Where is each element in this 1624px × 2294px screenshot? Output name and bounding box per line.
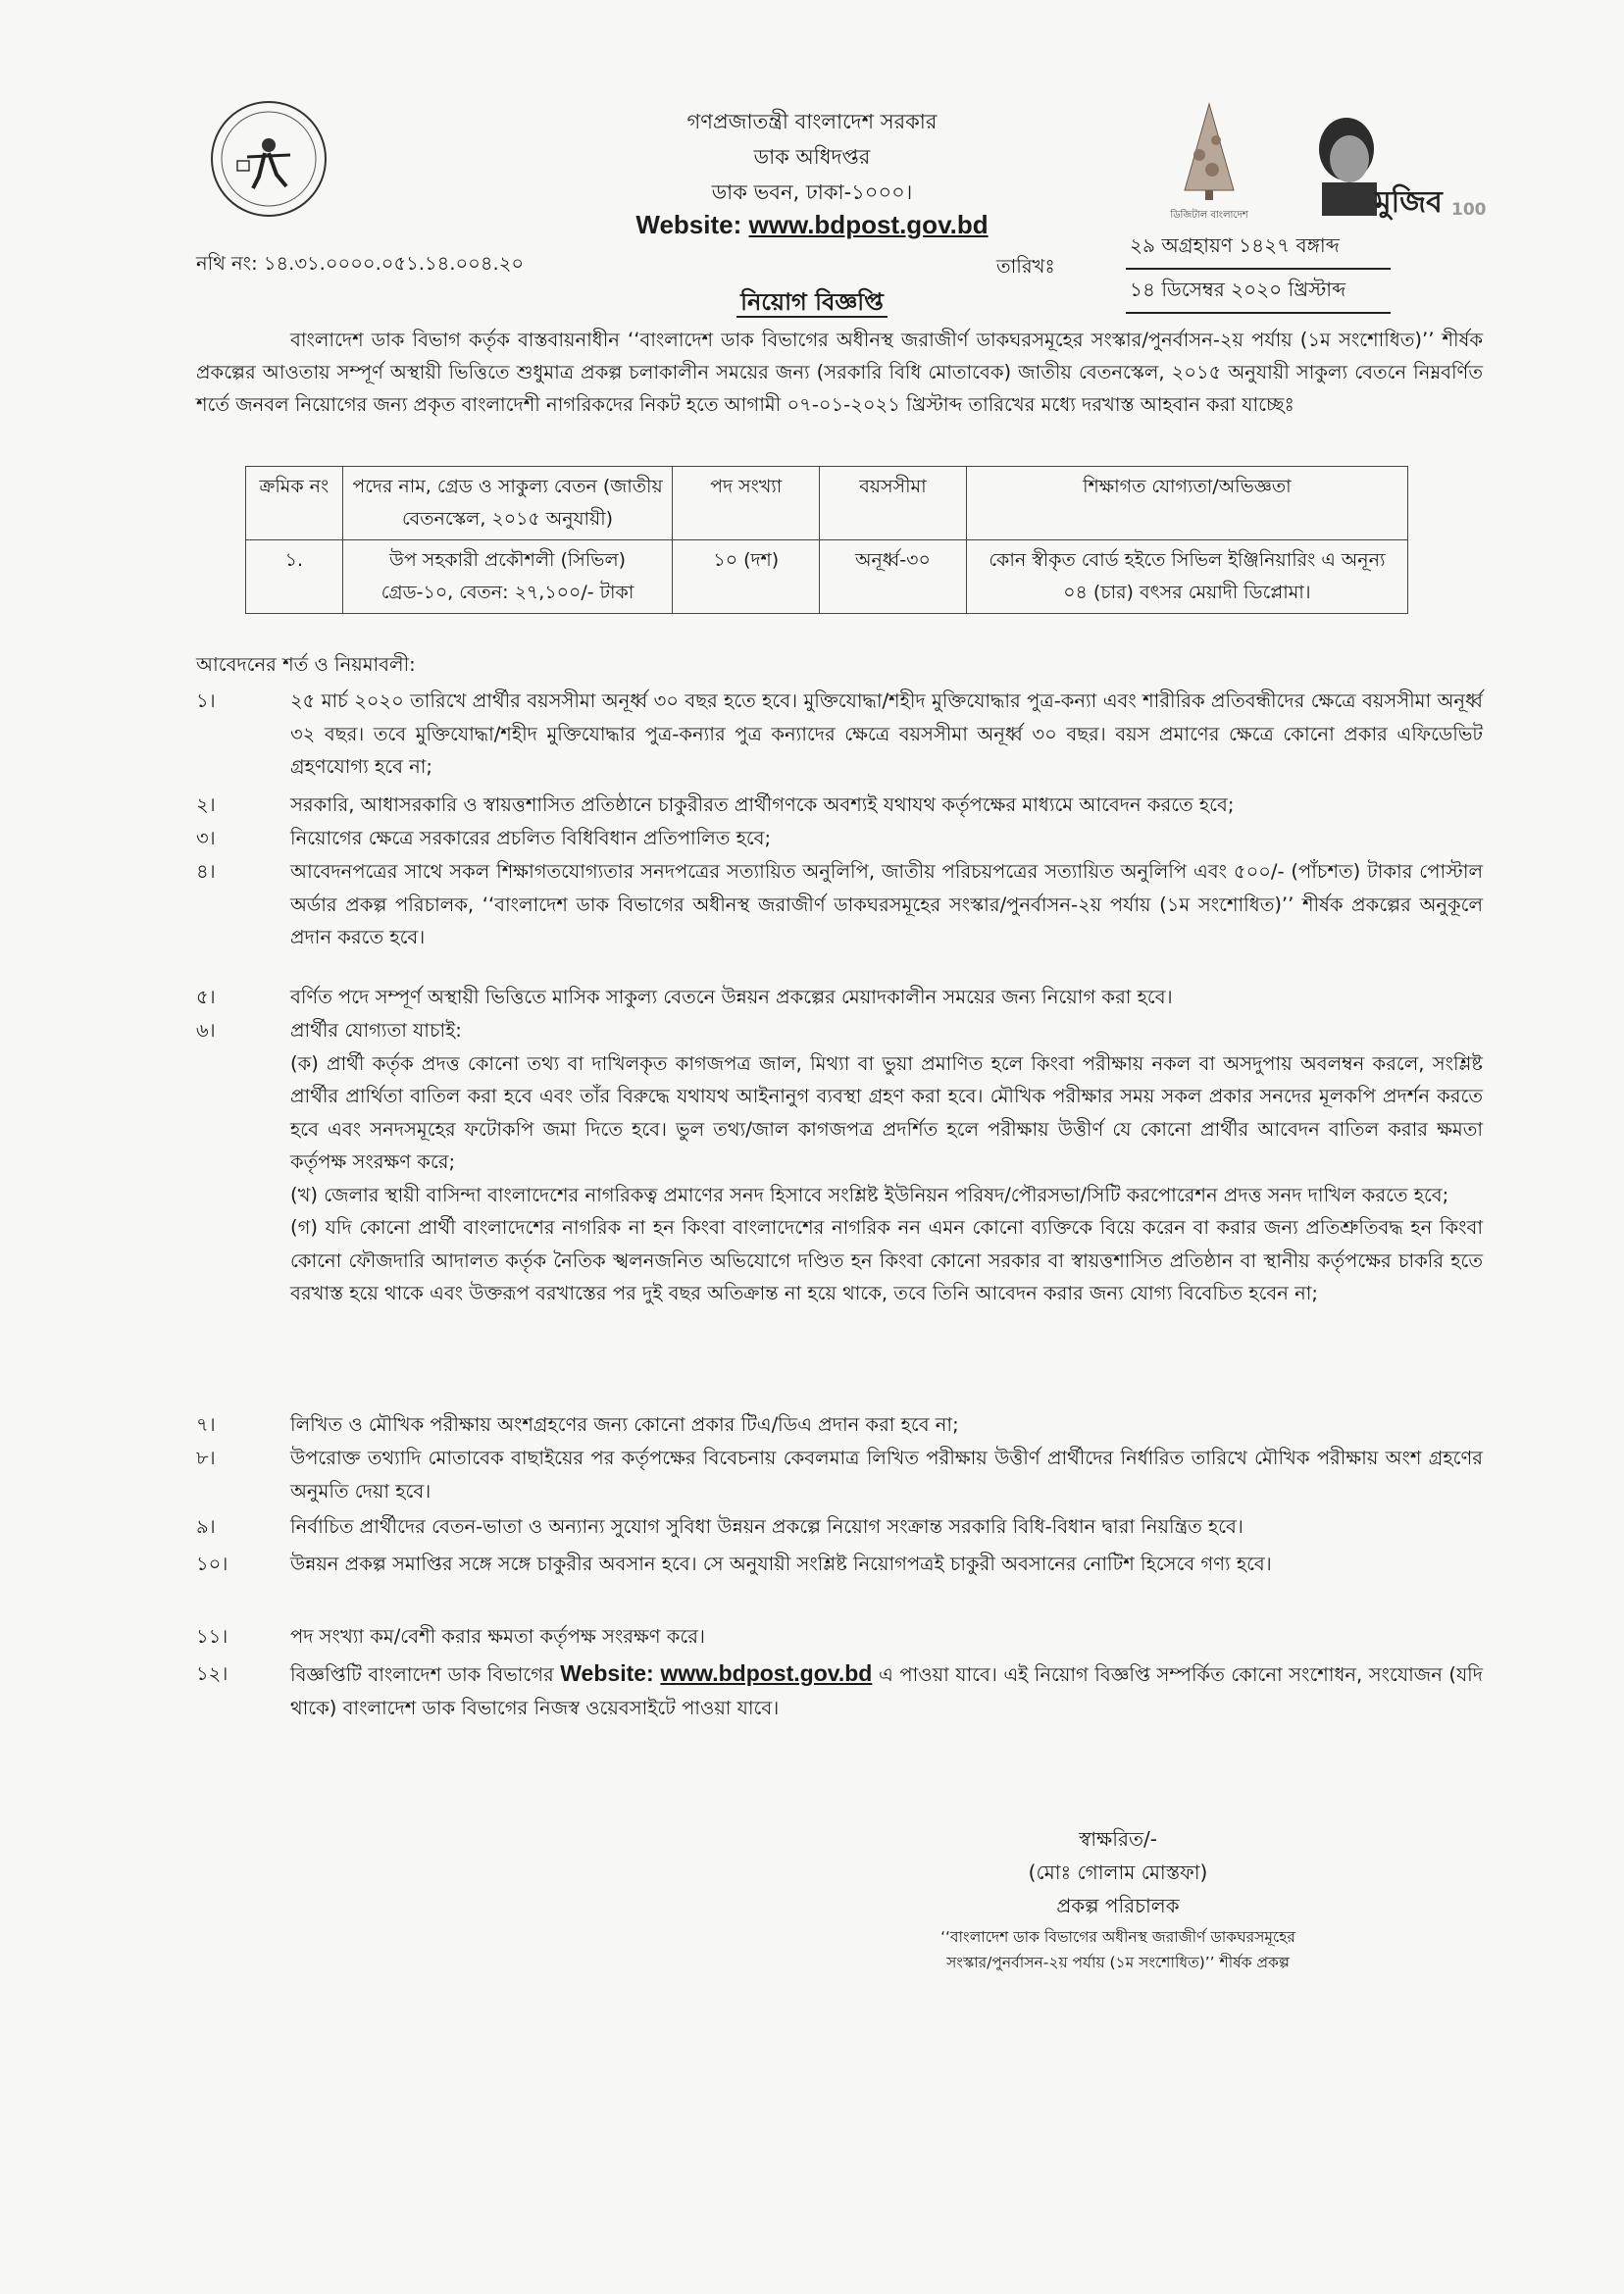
reference-number: নথি নং: ১৪.৩১.০০০০.০৫১.১৪.০০৪.২০ bbox=[196, 252, 525, 275]
website-link[interactable]: www.bdpost.gov.bd bbox=[748, 210, 989, 239]
cell-post bbox=[342, 540, 673, 614]
signatory-name: (মোঃ গোলাম মোস্তফা) bbox=[1028, 1861, 1208, 1884]
tree-logo-icon bbox=[1155, 96, 1263, 204]
cell-post-grade: গ্রেড-১০, বেতন: ২৭,১০০/- টাকা bbox=[381, 582, 634, 603]
digital-bangladesh-logo: ডিজিটাল বাংলাদেশ bbox=[1155, 96, 1263, 224]
conditions-heading: আবেদনের শর্ত ও নিয়মাবলী: bbox=[196, 653, 416, 676]
th-serial: ক্রমিক নং bbox=[246, 467, 343, 540]
inline-website: Website: www.bdpost.gov.bd bbox=[560, 1660, 873, 1686]
header-address: ডাক ভবন, ঢাকা-১০০০। bbox=[711, 180, 913, 204]
mujib-100-logo: মুজিব 100 bbox=[1293, 108, 1479, 226]
header-department: ডাক অধিদপ্তর bbox=[753, 145, 871, 169]
cell-serial: ১. bbox=[246, 540, 343, 614]
table-header-row bbox=[246, 467, 1408, 540]
condition-8: ৮। উপরোক্ত তথ্যাদি মোতাবেক বাছাইয়ের পর কর্তৃপক্ষের বিবেচনায় কেবলমাত্র লিখিত পরীক্ষায় উত্তীর্ণ প্রার্থীদের নির্ধারিত তারিখে মৌখিক পরীক্ষায় অংশ গ্রহণের অনুমতি দেয়া হবে। bbox=[196, 1447, 1483, 1503]
date-label: তারিখঃ bbox=[996, 255, 1055, 278]
signed-text: স্বাক্ষরিত/- bbox=[1079, 1827, 1157, 1851]
cell-post-name: উপ সহকারী প্রকৌশলী (সিভিল) bbox=[389, 549, 627, 571]
condition-6-title: প্রার্থীর যোগ্যতা যাচাই: bbox=[290, 1019, 462, 1042]
sub-condition-ga: (গ) যদি কোনো প্রার্থী বাংলাদেশের নাগরিক না হন কিংবা বাংলাদেশের নাগরিক নন এমন কোনো ব্যক্তিকে বিয়ে করেন বা করার জন্য প্রতিশ্রুতিবদ্ধ হন কিংবা কোনো ফৌজদারি আদালত কর্তৃক নৈতিক স্খলনজনিত অভিযোগে দণ্ডিত হন কিংবা কোনো সরকার বা স্বায়ত্তশাসিত প্রতিষ্ঠান বা স্থানীয় কর্তৃপক্ষের চাকরি হতে বরখাস্ত হয়ে থাকে এবং উক্তরূপ বরখাস্তের পর দুই বছর অতিক্রান্ত না হয়ে থাকে, তবে তিনি আবেদন করার জন্য যোগ্য বিবেচিত হবেন না; bbox=[290, 1216, 1483, 1304]
sub-condition-kha: (খ) জেলার স্থায়ী বাসিন্দা বাংলাদেশের নাগরিকত্ব প্রমাণের সনদ হিসাবে সংশ্লিষ্ট ইউনিয়ন পরিষদ/পৌরসভা/সিটি করপোরেশন প্রদত্ত সনদ দাখিল করতে হবে; bbox=[290, 1183, 1449, 1206]
condition-7: ৭। লিখিত ও মৌখিক পরীক্ষায় অংশগ্রহণের জন্য কোনো প্রকার টিএ/ডিএ প্রদান করা হবে না; bbox=[196, 1413, 959, 1436]
sub-condition-ka: (ক) প্রার্থী কর্তৃক প্রদত্ত কোনো তথ্য বা দাখিলকৃত কাগজপত্র জাল, মিথ্যা বা ভুয়া প্রমাণিত হলে কিংবা পরীক্ষায় নকল বা অসদুপায় অবলম্বন করলে, সংশ্লিষ্ট প্রার্থীর প্রার্থিতা বাতিল করা হবে এবং তাঁর বিরুদ্ধে যথাযথ আইনানুগ ব্যবস্থা গ্রহণ করা হবে। মৌখিক পরীক্ষার সময় সকল প্রকার সনদের মূলকপি প্রদর্শন করতে হবে এবং সনদসমূহের ফটোকপি জমা দিতে হবে। ভুল তথ্য/জাল কাগজপত্র প্রদর্শিত হলে পরীক্ষায় উত্তীর্ণ যে কোনো প্রার্থীর আবেদন বাতিল করার ক্ষমতা কর্তৃপক্ষ সংরক্ষণ করে; bbox=[290, 1051, 1483, 1173]
signature-block bbox=[883, 1822, 1353, 1922]
th-age: বয়সসীমা bbox=[820, 467, 967, 540]
project-name-block: ‘‘বাংলাদেশ ডাক বিভাগের অধীনস্থ জরাজীর্ণ ডাকঘরসমূহের সংস্কার/পুনর্বাসন-২য় পর্যায় (১ম সংশোধিত)’’ শীর্ষক প্রকল্প bbox=[940, 1928, 1295, 1971]
condition-2: ২। সরকারি, আধাসরকারি ও স্বায়ত্তশাসিত প্রতিষ্ঠানে চাকুরীরত প্রার্থীগণকে অবশ্যই যথাযথ কর্তৃপক্ষের মাধ্যমে আবেদন করতে হবে; bbox=[196, 793, 1235, 816]
header-website: Website: www.bdpost.gov.bd bbox=[635, 210, 989, 239]
table-row bbox=[246, 540, 1408, 614]
condition-6: ৬। প্রার্থীর যোগ্যতা যাচাই: (ক) প্রার্থী কর্তৃক প্রদত্ত কোনো তথ্য বা দাখিলকৃত কাগজপত্র জাল, মিথ্যা বা ভুয়া প্রমাণিত হলে কিংবা পরীক্ষায় নকল বা অসদুপায় অবলম্বন করলে, সংশ্লিষ্ট প্রার্থীর প্রার্থিতা বাতিল করা হবে এবং তাঁর বিরুদ্ধে যথাযথ আইনানুগ ব্যবস্থা গ্রহণ করা হবে। মৌখিক পরীক্ষার সময় সকল প্রকার সনদের মূলকপি প্রদর্শন করতে হবে এবং সনদসমূহের ফটোকপি জমা দিতে হবে। ভুল তথ্য/জাল কাগজপত্র প্রদর্শিত হলে পরীক্ষায় উত্তীর্ণ যে কোনো প্রার্থীর আবেদন বাতিল করার ক্ষমতা কর্তৃপক্ষ সংরক্ষণ করে; (খ) জেলার স্থায়ী বাসিন্দা বাংলাদেশের নাগরিকত্ব প্রমাণের সনদ হিসাবে সংশ্লিষ্ট ইউনিয়ন পরিষদ/পৌরসভা/সিটি করপোরেশন প্রদত্ত সনদ দাখিল করতে হবে; (গ) যদি কোনো প্রার্থী বাংলাদেশের নাগরিক না হন কিংবা বাংলাদেশের নাগরিক নন এমন কোনো ব্যক্তিকে বিয়ে করেন বা করার জন্য প্রতিশ্রুতিবদ্ধ হন কিংবা কোনো ফৌজদারি আদালত কর্তৃক নৈতিক স্খলনজনিত অভিযোগে দণ্ডিত হন কিংবা কোনো সরকার বা স্বায়ত্তশাসিত প্রতিষ্ঠান বা স্থানীয় কর্তৃপক্ষের চাকরি হতে বরখাস্ত হয়ে থাকে এবং উক্তরূপ বরখাস্তের পর দুই বছর অতিক্রান্ত না হয়ে থাকে, তবে তিনি আবেদন করার জন্য যোগ্য বিবেচিত হবেন না; bbox=[196, 1014, 1483, 1310]
inline-website-link[interactable]: www.bdpost.gov.bd bbox=[660, 1660, 873, 1686]
th-qualification: শিক্ষাগত যোগ্যতা/অভিজ্ঞতা bbox=[966, 467, 1407, 540]
signatory-designation: প্রকল্প পরিচালক bbox=[1056, 1894, 1180, 1917]
cell-qualification: কোন স্বীকৃত বোর্ড হইতে সিভিল ইঞ্জিনিয়ারিং এ অনূন্য ০৪ (চার) বৎসর মেয়াদী ডিপ্লোমা। bbox=[966, 540, 1407, 614]
date-bangla: ২৯ অগ্রহায়ণ ১৪২৭ বঙ্গাব্দ bbox=[1126, 229, 1391, 270]
condition-3: ৩। নিয়োগের ক্ষেত্রে সরকারের প্রচলিত বিধিবিধান প্রতিপালিত হবে; bbox=[196, 827, 772, 849]
notice-title: নিয়োগ বিজ্ঞপ্তি bbox=[0, 284, 1624, 324]
th-post: পদের নাম, গ্রেড ও সাকুল্য বেতন (জাতীয় বেতনস্কেল, ২০১৫ অনুযায়ী) bbox=[342, 467, 673, 540]
th-count: পদ সংখ্যা bbox=[673, 467, 820, 540]
condition-4: ৪। আবেদনপত্রের সাথে সকল শিক্ষাগতযোগ্যতার সনদপত্রের সত্যায়িত অনুলিপি, জাতীয় পরিচয়পত্রের সত্যায়িত অনুলিপি এবং ৫০০/- (পাঁচশত) টাকার পোস্টাল অর্ডার প্রকল্প পরিচালক, ‘‘বাংলাদেশ ডাক বিভাগের অধীনস্থ জরাজীর্ণ ডাকঘরসমূহের সংস্কার/পুনর্বাসন-২য় পর্যায় (১ম সংশোধিত)’’ শীর্ষক প্রকল্পের অনুকূলে প্রদান করতে হবে। bbox=[196, 860, 1483, 948]
header-government: গণপ্রজাতন্ত্রী বাংলাদেশ সরকার bbox=[686, 110, 938, 133]
condition-11: ১১। পদ সংখ্যা কম/বেশী করার ক্ষমতা কর্তৃপক্ষ সংরক্ষণ করে। bbox=[196, 1625, 705, 1648]
cell-count: ১০ (দশ) bbox=[673, 540, 820, 614]
condition-9: ৯। নির্বাচিত প্রার্থীদের বেতন-ভাতা ও অন্যান্য সুযোগ সুবিধা উন্নয়ন প্রকল্পে নিয়োগ সংক্রান্ত সরকারি বিধি-বিধান দ্বারা নিয়ন্ত্রিত হবে। bbox=[196, 1515, 1243, 1538]
intro-paragraph: বাংলাদেশ ডাক বিভাগ কর্তৃক বাস্তবায়নাধীন ‘‘বাংলাদেশ ডাক বিভাগের অধীনস্থ জরাজীর্ণ ডাকঘরসমূহের সংস্কার/পুনর্বাসন-২য় পর্যায় (১ম সংশোধিত)’’ শীর্ষক প্রকল্পের আওতায় সম্পূর্ণ অস্থায়ী ভিত্তিতে শুধুমাত্র প্রকল্প চলাকালীন সময়ের জন্য (সরকারি বিধি মোতাবেক) জাতীয় বেতনস্কেল, ২০১৫ অনুযায়ী সাকুল্য বেতনে নিম্নবর্ণিত শর্তে জনবল নিয়োগের জন্য প্রকৃত বাংলাদেশী নাগরিকদের নিকট হতে আগামী ০৭-০১-২০২১ খ্রিস্টাব্দ তারিখের মধ্যে দরখাস্ত আহবান করা যাচ্ছেঃ bbox=[196, 329, 1483, 416]
condition-10: ১০। উন্নয়ন প্রকল্প সমাপ্তির সঙ্গে সঙ্গে চাকুরীর অবসান হবে। সে অনুযায়ী সংশ্লিষ্ট নিয়োগপত্রই চাকুরী অবসানের নোটিশ হিসেবে গণ্য হবে। bbox=[196, 1553, 1272, 1575]
date-english: ১৪ ডিসেম্বর ২০২০ খ্রিস্টাব্দ bbox=[1126, 270, 1391, 314]
condition-5: ৫। বর্ণিত পদে সম্পূর্ণ অস্থায়ী ভিত্তিতে মাসিক সাকুল্য বেতনে উন্নয়ন প্রকল্পের মেয়াদকালীন সময়ের জন্য নিয়োগ করা হবে। bbox=[196, 986, 1173, 1008]
condition-12: ১২। বিজ্ঞপ্তিটি বাংলাদেশ ডাক বিভাগের Website: www.bdpost.gov.bd এ পাওয়া যাবে। এই নিয়োগ বিজ্ঞপ্তি সম্পর্কিত কোনো সংশোধন, সংযোজন (যদি থাকে) বাংলাদেশ ডাক বিভাগের নিজস্ব ওয়েবসাইটে পাওয়া যাবে। bbox=[196, 1660, 1484, 1719]
posts-table bbox=[245, 466, 1408, 614]
cell-age: অনূর্ধ্ব-৩০ bbox=[820, 540, 967, 614]
condition-1: ১। ২৫ মার্চ ২০২০ তারিখে প্রার্থীর বয়সসীমা অনূর্ধ্ব ৩০ বছর হতে হবে। মুক্তিযোদ্ধা/শহীদ মুক্তিযোদ্ধার পুত্র-কন্যা এবং শারীরিক প্রতিবন্ধীদের ক্ষেত্রে বয়সসীমা অনূর্ধ্ব ৩২ বছর। তবে মুক্তিযোদ্ধা/শহীদ মুক্তিযোদ্ধার পুত্র-কন্যার পুত্র কন্যাদের ক্ষেত্রে বয়সসীমা অনূর্ধ্ব ৩০ বছর। বয়স প্রমাণের ক্ষেত্রে কোনো প্রকার এফিডেভিট গ্রহণযোগ্য হবে না; bbox=[196, 689, 1483, 778]
